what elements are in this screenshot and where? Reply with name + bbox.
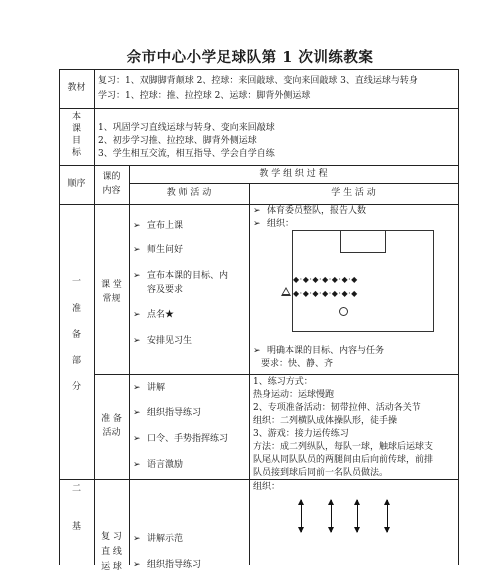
objectives-label-3: 目	[71, 136, 81, 146]
part1-label-3: 备	[71, 330, 81, 340]
order-header: 顺序	[67, 179, 86, 189]
teacher-item: ➢ 安排见习生	[133, 336, 193, 346]
ball-circle-icon	[339, 307, 348, 316]
prep-student-line: 2、专项准备活动：韧带拉伸、活动各关节	[253, 403, 421, 413]
formation-row: ◆·◆·◆·◆·◆·◆·◆	[293, 275, 358, 284]
material-study: 学习：1、控球：推、拉控球 2、运球：脚背外侧运球	[98, 91, 311, 101]
prep-student-line: 队尾从同队队员的两腿间由后向前传球，前排	[253, 455, 434, 465]
part2-content-3: 运 球	[101, 562, 122, 572]
teacher-item: ➢ 点名★	[133, 310, 175, 320]
teacher-item: ➢ 师生问好	[133, 245, 184, 255]
prep-student-line: 1、练习方式：	[253, 377, 313, 387]
part1-label-4: 部	[71, 356, 81, 366]
prep-student-line: 队员接到球后同前一名队员做法。	[253, 468, 389, 478]
arrowhead-icon: ➢	[253, 219, 261, 229]
teacher-item: ➢ 组织指导练习	[133, 560, 202, 570]
formation-row: ◆·◆·◆·◆·◆·◆·◆	[293, 289, 358, 298]
material-review: 复习：1、双脚脚背颠球 2、控球：来回敲球、变向来回敲球 3、直线运球与转身	[98, 76, 418, 86]
teacher-item: ➢ 口令、手势指挥练习	[133, 434, 229, 444]
prep-student-line: 3、游戏：接力运传练习	[253, 429, 349, 439]
content-header-2: 内容	[102, 186, 121, 196]
part2-content-1: 复 习	[101, 532, 122, 542]
arrowhead-icon: ➢	[133, 336, 141, 346]
field-diagram	[292, 230, 434, 332]
page-title: 佘市中心小学足球队第 1 次训练教案	[126, 49, 374, 66]
objectives-label-1: 本	[71, 112, 81, 122]
double-arrow-icon	[331, 500, 332, 532]
material-label: 教材	[67, 83, 86, 93]
objective-item-1: 1、巩固学习直线运球与转身、变向来回敲球	[98, 123, 275, 133]
teacher-item: ➢ 组织指导练习	[133, 408, 202, 418]
teacher-triangle-icon	[281, 287, 291, 296]
objectives-label-2: 课	[71, 124, 81, 134]
part2-label-2: 基	[71, 522, 81, 532]
double-arrow-icon	[357, 500, 358, 532]
part2-label-1: 二	[71, 484, 81, 494]
teacher-item: ➢ 语言激励	[133, 460, 184, 470]
goal-area	[340, 230, 386, 253]
org-process-header: 教 学 组 织 过 程	[259, 169, 328, 179]
arrowhead-icon: ➢	[133, 221, 141, 231]
part1-label-2: 准	[71, 304, 81, 314]
teacher-item: ➢ 宣布本课的目标、内	[133, 271, 229, 281]
routine-content-1: 课 堂	[101, 280, 122, 290]
arrowhead-icon: ➢	[253, 206, 261, 216]
student-item: ➢ 组织：	[253, 219, 295, 229]
arrowhead-icon: ➢	[133, 271, 141, 281]
student-requirement: 要求：快、静、齐	[261, 359, 334, 369]
part1-label-5: 分	[71, 382, 81, 392]
arrowhead-icon: ➢	[133, 310, 141, 320]
routine-content-2: 常规	[102, 294, 121, 304]
arrowhead-icon: ➢	[133, 434, 141, 444]
arrowhead-icon: ➢	[133, 560, 141, 570]
teacher-activity-header: 教 师 活 动	[166, 188, 212, 198]
arrowhead-icon: ➢	[133, 245, 141, 255]
arrowhead-icon: ➢	[253, 346, 261, 356]
prep-content-1: 准 备	[101, 414, 122, 424]
prep-student-line: 热身运动：运球慢跑	[253, 390, 335, 400]
content-header-1: 课的	[102, 172, 121, 182]
part2-content-2: 直 线	[101, 547, 122, 557]
student-item: ➢ 体育委员整队，报告人数	[253, 206, 367, 216]
objective-item-2: 2、初步学习推、拉控球、脚背外侧运球	[98, 136, 257, 146]
prep-content-2: 活动	[102, 428, 121, 438]
teacher-item-cont: 容及要求	[147, 285, 184, 295]
student-activity-header: 学 生 活 动	[331, 188, 376, 198]
arrowhead-icon: ➢	[133, 534, 141, 544]
objectives-label-4: 标	[71, 148, 81, 158]
prep-student-line: 方法：成二列纵队，每队一球，触球后运球支	[253, 442, 434, 452]
prep-student-line: 组织：二列横队成体操队形，徒手操	[253, 416, 398, 426]
arrowhead-icon: ➢	[133, 460, 141, 470]
arrowhead-icon: ➢	[133, 408, 141, 418]
part1-label-1: 一	[71, 277, 81, 287]
part2-student-org: 组织：	[253, 482, 281, 492]
arrowhead-icon: ➢	[133, 383, 141, 393]
teacher-item: ➢ 讲解	[133, 383, 166, 393]
teacher-item: ➢ 讲解示范	[133, 534, 184, 544]
objective-item-3: 3、学生相互交流，相互指导、学会自学自练	[98, 149, 275, 159]
double-arrow-icon	[387, 500, 388, 532]
double-arrow-icon	[301, 500, 302, 532]
student-item: ➢ 明确本课的目标、内容与任务	[253, 346, 385, 356]
teacher-item: ➢ 宣布上课	[133, 221, 184, 231]
